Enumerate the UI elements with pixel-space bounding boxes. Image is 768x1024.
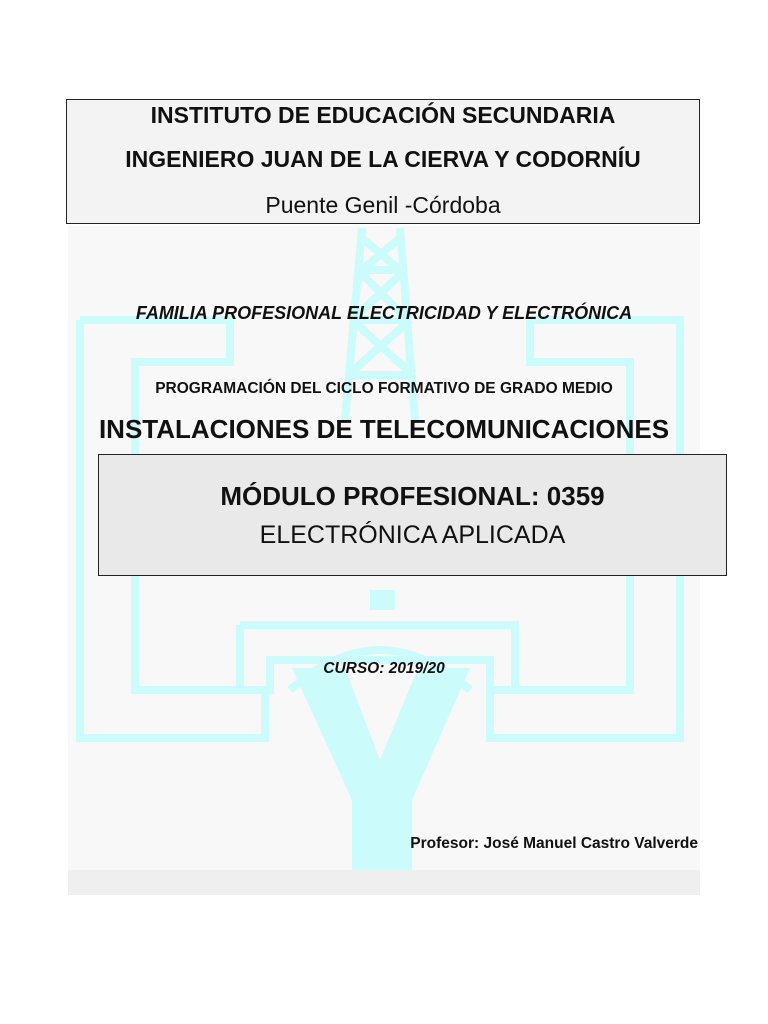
institution-name-line2: INGENIERO JUAN DE LA CIERVA Y CODORNÍU [125,146,641,172]
ciclo-title: INSTALACIONES DE TELECOMUNICACIONES [98,414,670,444]
institution-location: Puente Genil -Córdoba [265,192,501,218]
institution-name-line1: INSTITUTO DE EDUCACIÓN SECUNDARIA [150,102,616,128]
footer-band [68,870,700,895]
programacion-heading: PROGRAMACIÓN DEL CICLO FORMATIVO DE GRADO MEDIO [155,380,613,397]
institution-header-box [66,99,700,224]
course-year: CURSO: 2019/20 [323,660,445,677]
familia-profesional: FAMILIA PROFESIONAL ELECTRICIDAD Y ELECTRÓNICA [135,303,633,323]
module-subtitle: ELECTRÓNICA APLICADA [259,521,566,549]
module-title: MÓDULO PROFESIONAL: 0359 [220,481,605,511]
module-box [98,454,727,576]
teacher-name: Profesor: José Manuel Castro Valverde [410,835,698,852]
